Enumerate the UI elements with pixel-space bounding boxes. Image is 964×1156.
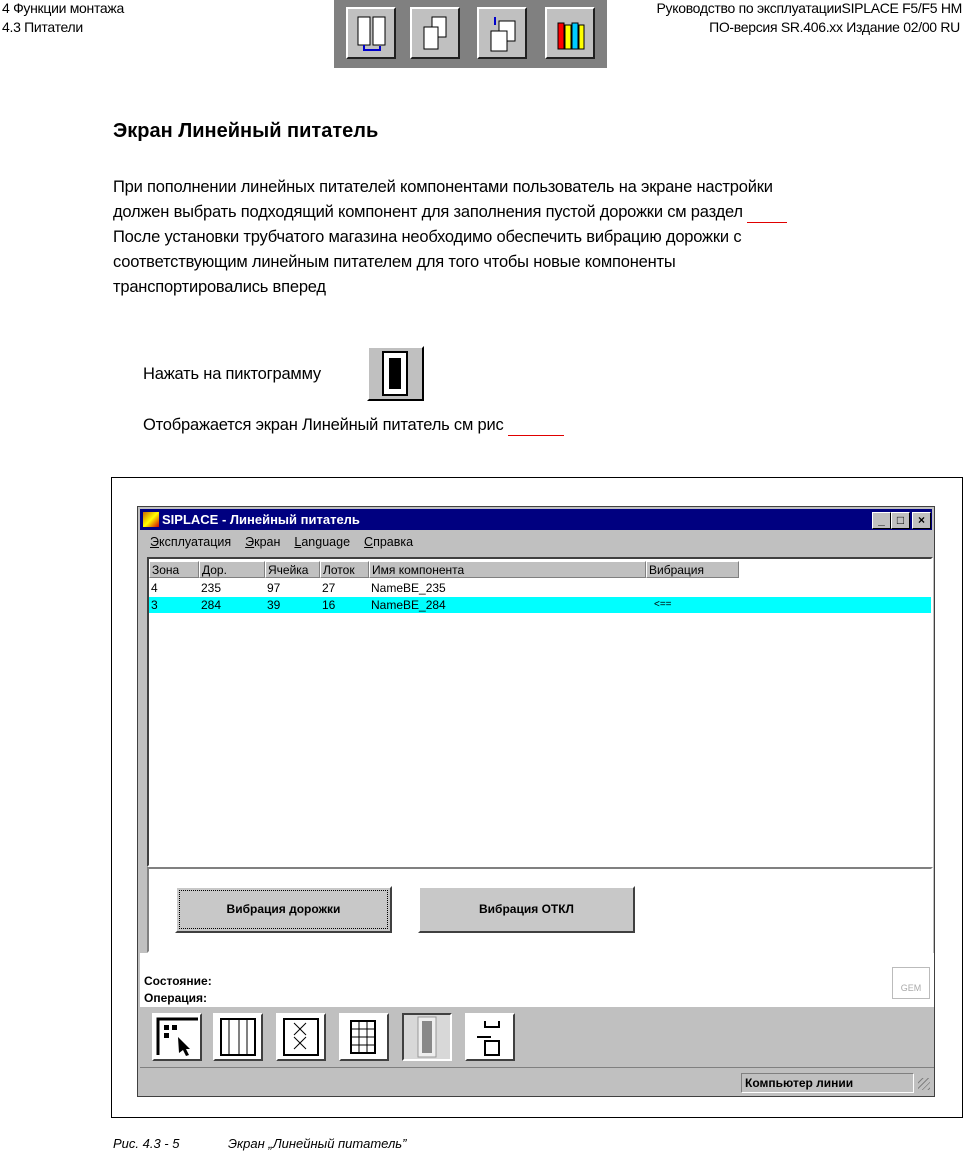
cell: NameBE_284 xyxy=(371,598,446,612)
status-bar xyxy=(140,1067,934,1096)
version-label: ПО-версия SR.406.xx Издание 02/00 RU xyxy=(709,19,960,35)
menu-screen[interactable]: Экран xyxy=(245,535,281,549)
operation-label: Операция: xyxy=(144,991,208,1005)
paragraph-line: соответствующим линейным питателем для того чтобы новые компоненты xyxy=(113,253,676,271)
status-area xyxy=(140,953,934,1007)
figure-ref-link[interactable] xyxy=(508,416,564,436)
library-icon xyxy=(555,15,587,53)
feeder-slots-icon xyxy=(215,1015,261,1059)
tray-cross-icon xyxy=(278,1015,324,1059)
stack-icon xyxy=(467,1015,513,1059)
page-button[interactable] xyxy=(410,7,460,59)
cell: 97 xyxy=(267,581,281,595)
col-component[interactable]: Имя компонента xyxy=(369,561,646,578)
step1-text: Нажать на пиктограмму xyxy=(143,365,321,383)
cell: 284 xyxy=(201,598,222,612)
paragraph-text: должен выбрать подходящий компонент для заполнения пустой дорожки см раздел xyxy=(113,203,743,221)
grid-button[interactable] xyxy=(339,1013,389,1061)
cell: 3 xyxy=(151,598,158,612)
cell: NameBE_235 xyxy=(371,581,446,595)
figure-caption: Экран „Линейный питатель” xyxy=(228,1136,407,1151)
page-heading: Экран Линейный питатель xyxy=(113,120,379,142)
linear-feeder-icon[interactable] xyxy=(367,346,424,401)
grid-icon xyxy=(341,1015,387,1059)
tray-button[interactable] xyxy=(276,1013,326,1061)
col-zone[interactable]: Зона xyxy=(149,561,199,578)
cell: <== xyxy=(654,599,672,610)
close-button[interactable]: × xyxy=(912,512,931,529)
paragraph-line: При пополнении линейных питателей компонентами пользователь на экране настройки xyxy=(113,178,773,196)
cell: 4 xyxy=(151,581,158,595)
cell: 16 xyxy=(322,598,336,612)
library-button[interactable] xyxy=(545,7,595,59)
table-row[interactable] xyxy=(149,580,931,596)
contents-button[interactable] xyxy=(346,7,396,59)
menu-operation[interactable]: Эксплуатация xyxy=(150,535,232,549)
maximize-button[interactable]: □ xyxy=(891,512,910,529)
vibrate-track-button[interactable]: Вибрация дорожки xyxy=(175,886,392,933)
back-icon xyxy=(487,15,519,53)
resize-grip-icon[interactable] xyxy=(918,1078,930,1090)
setup-button[interactable] xyxy=(213,1013,263,1061)
minimize-button[interactable]: _ xyxy=(872,512,891,529)
app-window xyxy=(137,506,935,1097)
title-bar xyxy=(140,509,932,530)
paragraph-line: После установки трубчатого магазина необходимо обеспечить вибрацию дорожки с xyxy=(113,228,742,246)
nav-toolbar xyxy=(334,0,607,68)
linear-feeder-button[interactable] xyxy=(402,1013,452,1061)
col-cell[interactable]: Ячейка xyxy=(265,561,320,578)
contents-icon xyxy=(356,15,388,53)
select-cursor-icon xyxy=(154,1015,200,1059)
manual-label xyxy=(602,0,962,16)
linear-feeder-icon xyxy=(404,1015,450,1059)
state-label: Состояние: xyxy=(144,974,212,988)
menu-help[interactable]: Справка xyxy=(364,535,414,549)
gem-mail-icon[interactable] xyxy=(892,967,930,999)
menu-language[interactable]: Language xyxy=(294,535,351,549)
col-tray[interactable]: Лоток xyxy=(320,561,369,578)
menu-bar xyxy=(150,535,427,549)
cell: 235 xyxy=(201,581,222,595)
paragraph-line xyxy=(113,203,787,223)
cell: 27 xyxy=(322,581,336,595)
figure-number: Рис. 4.3 - 5 xyxy=(113,1136,180,1151)
chapter-label: 4 Функции монтажа xyxy=(2,0,124,16)
paragraph-line: транспортировались вперед xyxy=(113,278,326,296)
section-ref-link[interactable] xyxy=(747,203,787,223)
screen-select-button[interactable] xyxy=(152,1013,202,1061)
stack-button[interactable] xyxy=(465,1013,515,1061)
back-button[interactable] xyxy=(477,7,527,59)
window-title: SIPLACE - Линейный питатель xyxy=(162,512,360,527)
manual-text: Руководство по эксплуатацииSIPLACE F5/F5 HM xyxy=(656,0,962,16)
gem-label: GEM xyxy=(900,983,922,993)
cell: 39 xyxy=(267,598,281,612)
app-icon xyxy=(143,512,159,527)
step2-text xyxy=(143,416,564,436)
col-vibration[interactable]: Вибрация xyxy=(646,561,739,578)
feeder-table xyxy=(147,557,933,867)
button-panel xyxy=(147,867,933,953)
vibration-off-button[interactable]: Вибрация ОТКЛ xyxy=(418,886,635,933)
section-label: 4.3 Питатели xyxy=(2,19,83,35)
page-icon xyxy=(420,15,452,53)
status-computer: Компьютер линии xyxy=(741,1073,914,1093)
step2-label: Отображается экран Линейный питатель см рис xyxy=(143,416,504,434)
table-row-selected[interactable] xyxy=(149,597,931,613)
col-track[interactable]: Дор. xyxy=(199,561,265,578)
